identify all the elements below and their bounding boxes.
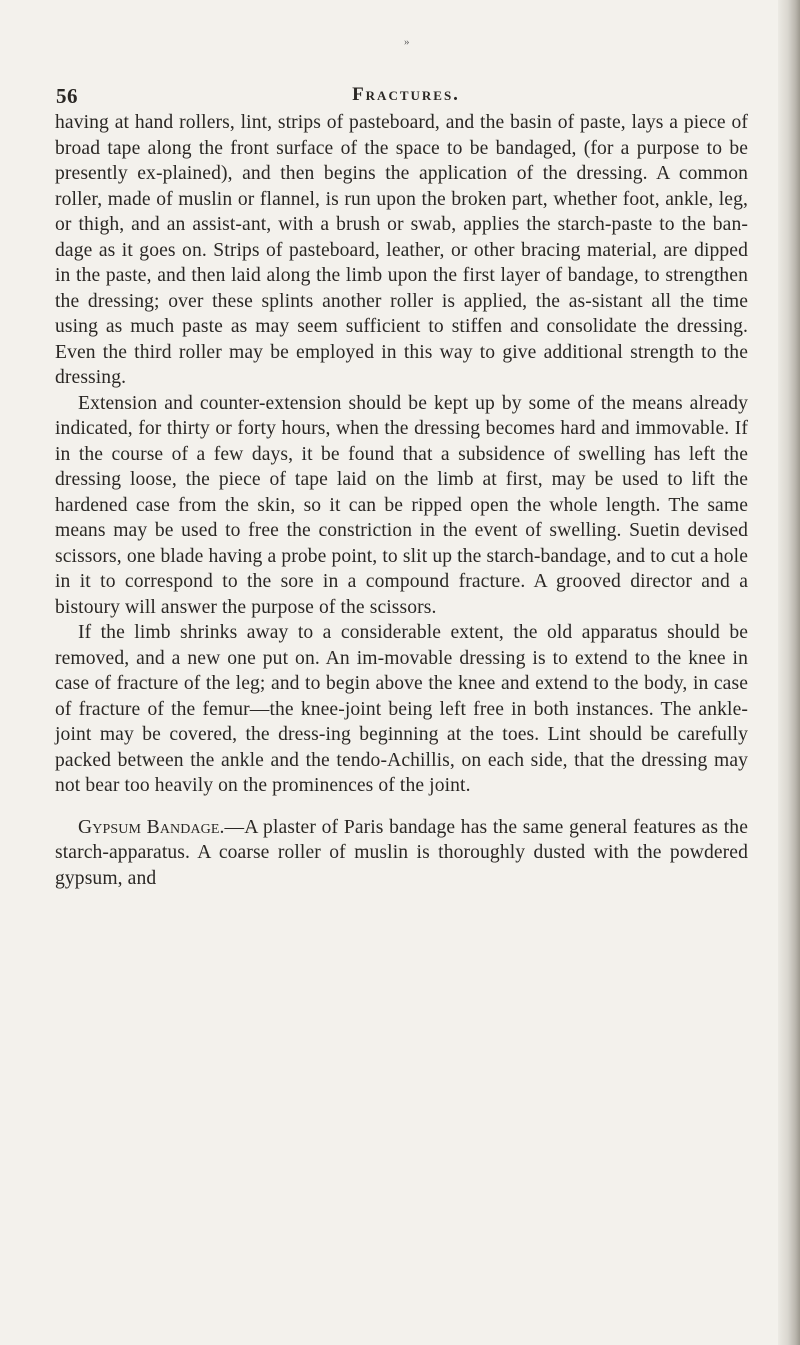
- text-line: plained), and then begins the application of the dressing. A: [162, 163, 670, 184]
- paragraph-limb-shrinks: [55, 620, 748, 799]
- paragraph-continued: [55, 110, 748, 391]
- text-line: Suetin devised scissors, one blade having a probe point, to: [55, 520, 749, 567]
- running-head: [56, 84, 756, 108]
- text-line: of a few days, it be found that a subsidence of swelling has: [171, 443, 681, 465]
- text-line: sistant all the time using as much paste as may seem sufficient: [55, 290, 748, 337]
- text-line: dressing; over these splints another roller is applied, the as-: [87, 290, 592, 312]
- text-line: it can be ripped open the whole length. The same means: [55, 494, 748, 541]
- text-line: may be used to free the constriction in the event of swelling.: [113, 520, 622, 541]
- text-line: between the ankle and the tendo-Achillis, on each side, that: [117, 749, 604, 771]
- text-line: of the means already indicated, for thirty or forty hours, when: [55, 392, 748, 439]
- text-line: of paste, lays a piece of broad tape along the front surface of: [55, 112, 748, 159]
- text-line: having at hand rollers, lint, strips of pasteboard, and the basin: [55, 112, 552, 133]
- text-line: first, may be used to lift the hardened case from the skin, so: [55, 469, 749, 516]
- text-line: Extension and counter-extension should be kept up by some: [78, 392, 571, 414]
- text-line: to the sore in a compound fracture. A grooved director and: [222, 571, 730, 592]
- text-line: the dressing becomes hard and immovable. If in the course: [55, 418, 748, 465]
- text-line: ant, with a brush or swab, applies the starch-paste to the ban-: [242, 214, 749, 235]
- page-number: 56: [56, 84, 78, 108]
- running-title: Fractures.: [352, 84, 460, 105]
- text-line: the leg; and to begin above the knee and extend to the body,: [205, 673, 688, 694]
- text-line: movable dressing is to extend to the knee in case of fracture of: [55, 647, 748, 694]
- text-line: If the limb shrinks away to a considerable extent, the old: [78, 622, 573, 643]
- text-line: the dressing.: [55, 341, 749, 388]
- text-line: dage as it goes on. Strips of pasteboard, leather, or other: [55, 239, 515, 261]
- text-line: —A plaster of Paris bandage has the same: [224, 816, 564, 838]
- text-line: the space to be bandaged, (for a purpose to be presently ex-: [55, 137, 749, 184]
- text-line: apparatus should be removed, and a new one put on. An im-: [55, 622, 749, 669]
- text-line: slit up the starch-bandage, and to cut a hole in it to correspond: [55, 545, 749, 592]
- printer-mark: »: [404, 36, 410, 48]
- text-line: left the dressing loose, the piece of tape laid on the limb at: [55, 443, 748, 490]
- text-line: the dressing may not bear too heavily on the prominences of: [55, 749, 749, 796]
- page-edge-shadow: [778, 0, 800, 1345]
- text-line: in both instances. The ankle-joint may be covered, the dress-: [55, 698, 748, 745]
- text-line: general features as the starch-apparatus. A coarse roller of: [55, 816, 749, 863]
- paragraph-gypsum-bandage: [55, 815, 748, 892]
- text-line: muslin is thoroughly dusted with the powdered gypsum, and: [55, 842, 748, 889]
- text-line: bracing material, are dipped in the paste, and then laid along: [55, 239, 748, 286]
- text-line: the limb upon the first layer of bandage, to strengthen the: [55, 265, 749, 312]
- text-line: the joint.: [399, 775, 471, 796]
- text-line: broken part, whether foot, ankle, leg, or thigh, and an assist-: [55, 188, 748, 235]
- text-line: common roller, made of muslin or flannel, is run upon the: [55, 163, 748, 210]
- section-heading: Gypsum Bandage.: [78, 816, 225, 838]
- text-line: to stiffen and consolidate the dressing. Even the third roller: [55, 316, 749, 363]
- text-line: may be employed in this way to give additional strength to: [229, 341, 717, 363]
- text-line: in case of fracture of the femur—the knee-joint being left free: [55, 673, 749, 720]
- paragraph-extension: [55, 391, 748, 621]
- body-text: [55, 110, 748, 891]
- text-line: ing beginning at the toes. Lint should be carefully packed: [55, 724, 748, 771]
- text-line: a bistoury will answer the purpose of the scissors.: [55, 571, 748, 618]
